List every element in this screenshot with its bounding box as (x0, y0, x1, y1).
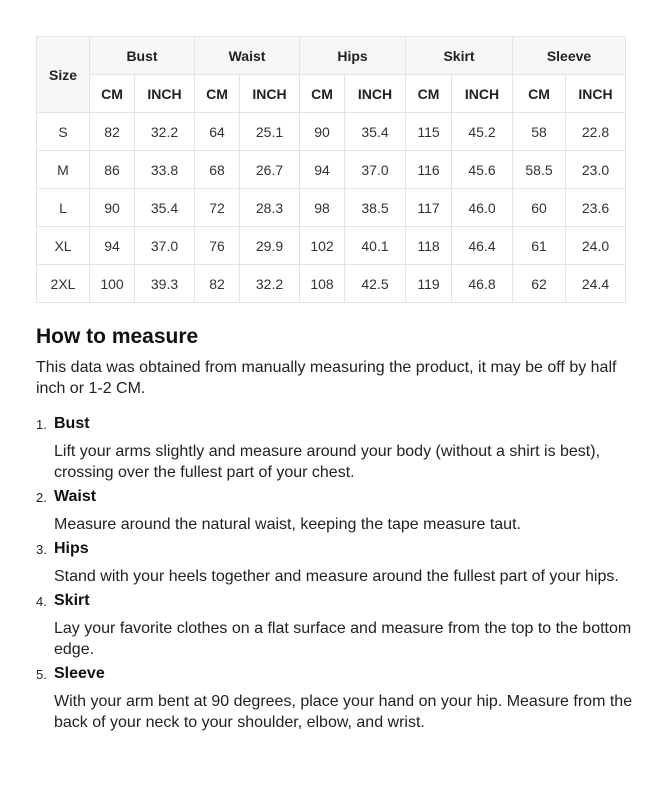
measurement-cell: 68 (195, 151, 240, 189)
measurement-cell: 26.7 (240, 151, 300, 189)
measurement-cell: 82 (90, 113, 135, 151)
table-row (37, 113, 626, 151)
unit-header-inch: INCH (566, 75, 626, 113)
measurement-cell: 61 (513, 227, 566, 265)
step-description: Stand with your heels together and measure around the fullest part of your hips. (54, 568, 619, 585)
measurement-cell: 116 (406, 151, 452, 189)
measurement-cell: 117 (406, 189, 452, 227)
measurement-cell: 119 (406, 265, 452, 303)
measure-step (36, 538, 636, 587)
measurement-cell: 58 (513, 113, 566, 151)
measurement-cell: 35.4 (135, 189, 195, 227)
measurement-cell: 86 (90, 151, 135, 189)
how-to-measure-section (36, 323, 636, 736)
measure-step (36, 590, 636, 660)
step-number: 4. (36, 594, 47, 609)
group-header-hips: Hips (300, 37, 406, 75)
measurement-cell: 24.4 (566, 265, 626, 303)
measurement-cell: 37.0 (135, 227, 195, 265)
measurement-cell: 82 (195, 265, 240, 303)
measurement-cell: 24.0 (566, 227, 626, 265)
measurement-cell: 46.0 (452, 189, 513, 227)
measurement-cell: 23.0 (566, 151, 626, 189)
measurement-cell: 42.5 (345, 265, 406, 303)
size-cell: 2XL (37, 265, 90, 303)
unit-header-cm: CM (513, 75, 566, 113)
measurement-cell: 76 (195, 227, 240, 265)
table-header-row (37, 37, 626, 75)
table-body (37, 113, 626, 303)
unit-header-cm: CM (90, 75, 135, 113)
unit-header-cm: CM (300, 75, 345, 113)
group-header-bust: Bust (90, 37, 195, 75)
step-number: 2. (36, 490, 47, 505)
measurement-cell: 25.1 (240, 113, 300, 151)
measurement-cell: 64 (195, 113, 240, 151)
unit-header-inch: INCH (135, 75, 195, 113)
table-row (37, 151, 626, 189)
measurement-cell: 28.3 (240, 189, 300, 227)
measurement-cell: 39.3 (135, 265, 195, 303)
measurement-cell: 40.1 (345, 227, 406, 265)
group-header-waist: Waist (195, 37, 300, 75)
table-row (37, 227, 626, 265)
measurement-cell: 115 (406, 113, 452, 151)
size-header: Size (37, 37, 90, 113)
measurement-cell: 102 (300, 227, 345, 265)
measurement-cell: 45.2 (452, 113, 513, 151)
measure-step (36, 413, 636, 483)
unit-header-inch: INCH (452, 75, 513, 113)
measurement-cell: 38.5 (345, 189, 406, 227)
group-header-skirt: Skirt (406, 37, 513, 75)
measurement-cell: 37.0 (345, 151, 406, 189)
step-description: Lay your favorite clothes on a flat surface and measure from the top to the bottom edge. (54, 620, 632, 658)
measurement-cell: 90 (300, 113, 345, 151)
measurement-cell: 46.8 (452, 265, 513, 303)
measure-step (36, 663, 636, 733)
measure-steps-list (36, 413, 636, 733)
unit-header-cm: CM (406, 75, 452, 113)
step-title: Sleeve (54, 665, 105, 682)
measurement-cell: 45.6 (452, 151, 513, 189)
size-cell: XL (37, 227, 90, 265)
unit-header-row (37, 75, 626, 113)
measurement-cell: 32.2 (135, 113, 195, 151)
measurement-cell: 98 (300, 189, 345, 227)
unit-header-cm: CM (195, 75, 240, 113)
step-number: 1. (36, 417, 47, 432)
measurement-cell: 33.8 (135, 151, 195, 189)
measurement-cell: 60 (513, 189, 566, 227)
measurement-cell: 100 (90, 265, 135, 303)
table-row (37, 265, 626, 303)
step-description: Measure around the natural waist, keeping the tape measure taut. (54, 516, 521, 533)
measurement-cell: 108 (300, 265, 345, 303)
measurement-cell: 118 (406, 227, 452, 265)
unit-header-inch: INCH (345, 75, 406, 113)
measurement-cell: 35.4 (345, 113, 406, 151)
size-cell: M (37, 151, 90, 189)
table-row (37, 189, 626, 227)
measurement-cell: 62 (513, 265, 566, 303)
measurement-cell: 90 (90, 189, 135, 227)
measurement-cell: 58.5 (513, 151, 566, 189)
measurement-cell: 72 (195, 189, 240, 227)
unit-header-inch: INCH (240, 75, 300, 113)
measurement-cell: 29.9 (240, 227, 300, 265)
intro-text: This data was obtained from manually measuring the product, it may be off by half inch or 1-2 CM. (36, 359, 617, 397)
step-description: With your arm bent at 90 degrees, place your hand on your hip. Measure from the back of your neck to your shoulder, elbow, and wrist. (54, 693, 633, 731)
measurement-cell: 94 (300, 151, 345, 189)
group-header-sleeve: Sleeve (513, 37, 626, 75)
measurement-cell: 32.2 (240, 265, 300, 303)
step-description: Lift your arms slightly and measure around your body (without a shirt is best), crossing over the fullest part of your chest. (54, 443, 601, 481)
size-cell: L (37, 189, 90, 227)
size-chart-table (36, 36, 626, 303)
measure-step (36, 486, 636, 535)
size-cell: S (37, 113, 90, 151)
step-number: 5. (36, 667, 47, 682)
step-number: 3. (36, 542, 47, 557)
measurement-cell: 46.4 (452, 227, 513, 265)
step-title: Bust (54, 415, 90, 432)
step-title: Skirt (54, 592, 90, 609)
step-title: Waist (54, 488, 97, 505)
step-title: Hips (54, 540, 89, 557)
section-heading: How to measure (36, 325, 199, 348)
measurement-cell: 94 (90, 227, 135, 265)
measurement-cell: 23.6 (566, 189, 626, 227)
measurement-cell: 22.8 (566, 113, 626, 151)
